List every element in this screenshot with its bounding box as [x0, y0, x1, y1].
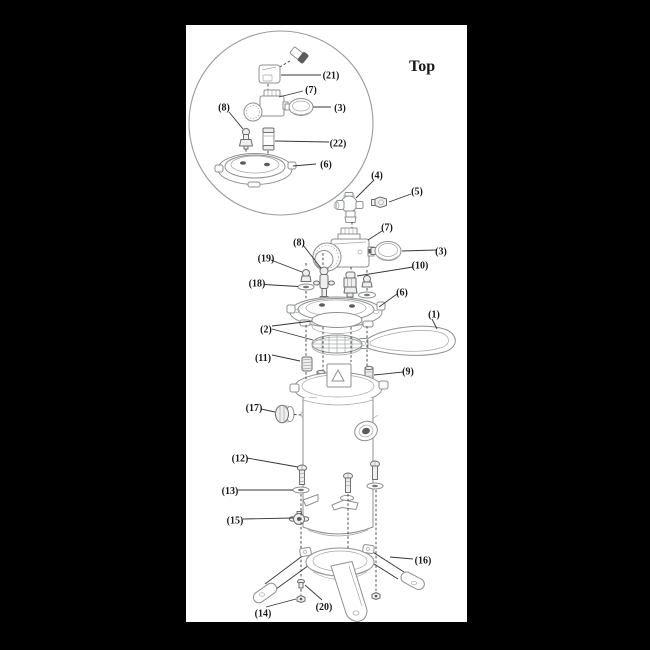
callout-3-inset: (3) — [334, 103, 346, 114]
callout-16: (16) — [414, 555, 432, 567]
callout-8-inset: (8) — [218, 102, 230, 114]
callout-7-inset: (7) — [305, 85, 317, 96]
part-nut-right — [372, 593, 380, 600]
callout-13: (13) — [221, 486, 239, 497]
callout-2: (2) — [260, 324, 272, 336]
part-washer-13 — [293, 487, 309, 493]
part-nut-14 — [297, 596, 305, 603]
part-fitting-10 — [344, 272, 357, 297]
callout-9: (9) — [402, 366, 414, 378]
part-bolt-20 — [298, 580, 305, 589]
callout-4: (4) — [371, 170, 383, 182]
callout-6-inset: (6) — [320, 159, 332, 171]
callout-19: (19) — [257, 253, 275, 265]
part-elbow-fitting — [259, 65, 280, 83]
callout-6: (6) — [396, 287, 408, 299]
part-bolt-19 — [301, 270, 311, 282]
part-washer-18 — [298, 284, 314, 290]
callout-3: (3) — [435, 246, 447, 258]
callout-1: (1) — [428, 309, 440, 321]
callout-5: (5) — [411, 186, 423, 198]
callout-7: (7) — [381, 222, 393, 234]
callout-20: (20) — [315, 602, 333, 613]
part-spacer-inset — [263, 128, 274, 150]
part-spring-11 — [302, 357, 312, 371]
callout-12: (12) — [231, 453, 249, 465]
callout-15: (15) — [226, 515, 244, 527]
part-canister-body — [301, 398, 380, 536]
callout-18: (18) — [248, 278, 266, 290]
callout-21: (21) — [322, 70, 340, 82]
callout-8: (8) — [293, 237, 305, 249]
callout-22: (22) — [329, 138, 347, 150]
callout-17: (17) — [245, 403, 263, 414]
part-plug-17 — [276, 405, 295, 423]
callout-11: (11) — [254, 353, 272, 364]
callout-10: (10) — [411, 260, 429, 272]
inset-title: Top — [409, 58, 436, 75]
callout-14: (14) — [254, 608, 272, 620]
